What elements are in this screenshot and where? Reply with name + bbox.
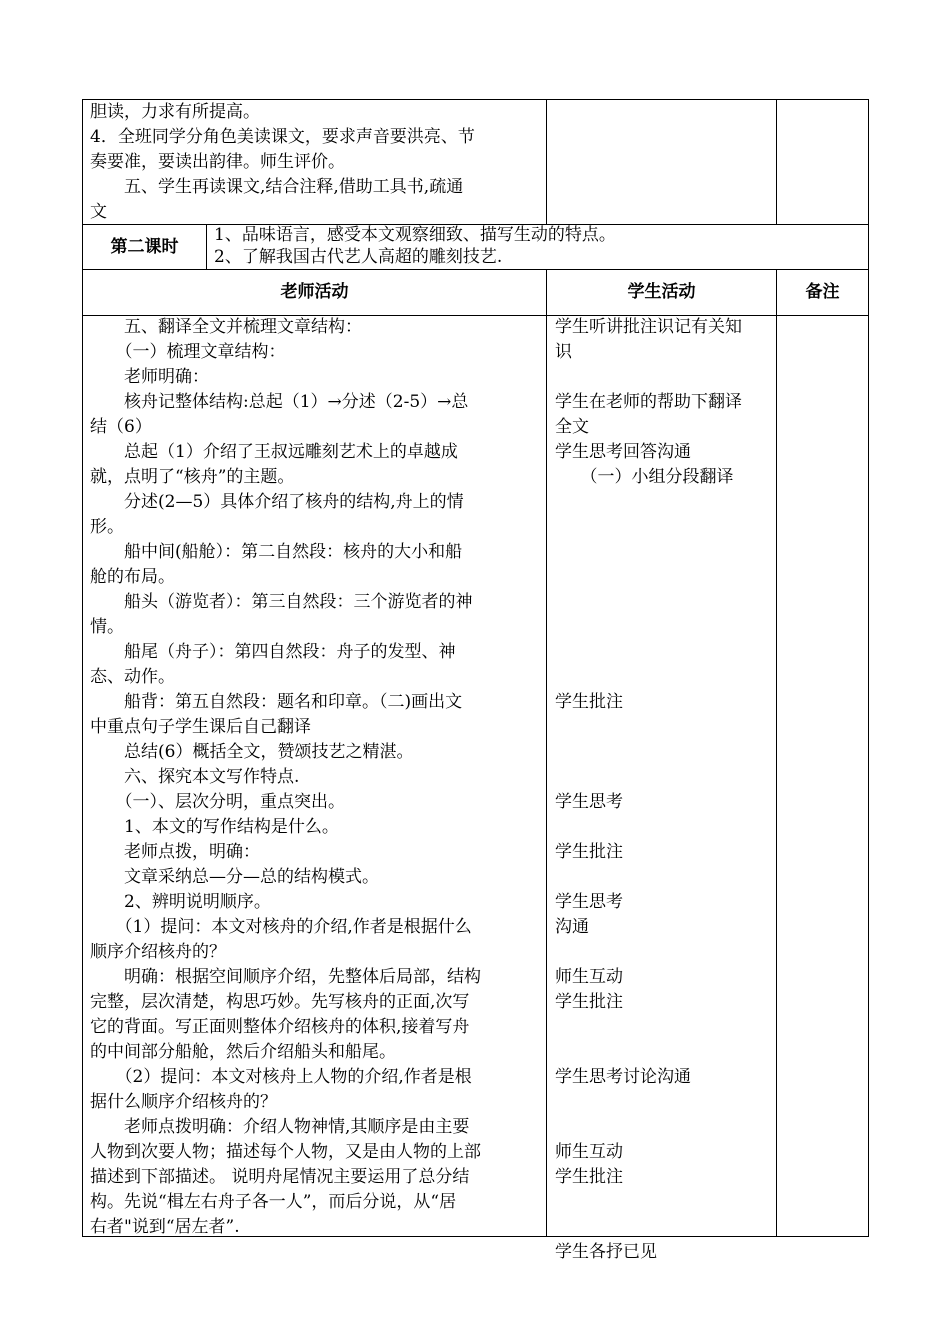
lesson-goal-2: 2、了解我国古代艺人高超的雕刻技艺. xyxy=(214,247,503,267)
text-line xyxy=(555,665,773,690)
text-line: 学生批注 xyxy=(555,992,623,1012)
text-line: 4．全班同学分角色美读课文，要求声音要洪亮、节 xyxy=(90,127,475,147)
text-line: （1）提问：本文对核舟的介绍,作者是根据什么 xyxy=(90,917,472,937)
text-line: 学生思考 xyxy=(555,792,623,812)
text-line: 结（6） xyxy=(90,417,152,437)
text-line: （2）提问：本文对核舟上人物的介绍,作者是根 xyxy=(90,1067,472,1087)
text-line xyxy=(555,590,773,615)
text-line: 的中间部分船舱，然后介绍船头和船尾。 xyxy=(90,1042,396,1062)
text-line: 老师点拨，明确： xyxy=(90,842,260,862)
header-notes: 备注 xyxy=(805,282,840,302)
text-line: 就，点明了“核舟”的主题。 xyxy=(90,467,295,487)
text-line: 核舟记整体结构:总起（1）→分述（2-5）→总 xyxy=(90,392,469,412)
text-line: 学生批注 xyxy=(555,842,623,862)
header-student-activity: 学生活动 xyxy=(627,282,696,302)
lesson-label: 第二课时 xyxy=(110,237,179,257)
text-line: （一）、层次分明，重点突出。 xyxy=(90,792,345,812)
student-activity-cell xyxy=(555,315,773,1265)
text-line xyxy=(555,1115,773,1140)
text-line xyxy=(555,365,773,390)
text-line: 完整，层次清楚，构思巧妙。先写核舟的正面,次写 xyxy=(90,992,470,1012)
text-line: 学生思考 xyxy=(555,892,623,912)
text-line xyxy=(555,1015,773,1040)
text-line: 总结(6）概括全文，赞颂技艺之精湛。 xyxy=(90,742,414,762)
text-line xyxy=(555,565,773,590)
text-line: 学生听讲批注识记有关知 xyxy=(555,317,742,337)
text-line: 船头（游览者）：第三自然段：三个游览者的神 xyxy=(90,592,473,612)
text-line: 文章采纳总—分—总的结构模式。 xyxy=(90,867,379,887)
text-line: 2、辨明说明顺序。 xyxy=(90,892,271,912)
text-line: （一）小组分段翻译 xyxy=(555,467,734,487)
text-line xyxy=(555,865,773,890)
text-line xyxy=(555,515,773,540)
text-line xyxy=(555,640,773,665)
row-divider-lesson-bottom xyxy=(82,269,869,270)
text-line: 老师明确： xyxy=(90,367,209,387)
text-line xyxy=(555,1090,773,1115)
col-divider-body-2 xyxy=(776,269,777,1237)
text-line: 学生批注 xyxy=(555,692,623,712)
text-line xyxy=(555,765,773,790)
text-line: 总起（1）介绍了王叔远雕刻艺术上的卓越成 xyxy=(90,442,458,462)
text-line xyxy=(555,490,773,515)
col-divider-lesson xyxy=(206,224,207,270)
text-line: 学生在老师的帮助下翻译 xyxy=(555,392,742,412)
text-line: 人物到次要人物；描述每个人物，又是由人物的上部 xyxy=(90,1142,481,1162)
text-line: 学生各抒已见 xyxy=(555,1242,657,1262)
text-line: 右者"说到“居左者”. xyxy=(90,1217,240,1237)
text-line: 顺序介绍核舟的？ xyxy=(90,942,226,962)
text-line xyxy=(555,715,773,740)
text-line: 中重点句子学生课后自己翻译 xyxy=(90,717,311,737)
text-line: 据什么顺序介绍核舟的？ xyxy=(90,1092,277,1112)
text-line: 学生思考回答沟通 xyxy=(555,442,691,462)
text-line: 船中间(船舱）：第二自然段：核舟的大小和船 xyxy=(90,542,463,562)
text-line: 描述到下部描述。 说明舟尾情况主要运用了总分结 xyxy=(90,1167,470,1187)
col-divider-body-1 xyxy=(546,269,547,1237)
col-divider-top-2 xyxy=(776,99,777,225)
text-line: 明确：根据空间顺序介绍，先整体后局部，结构 xyxy=(90,967,481,987)
text-line: 全文 xyxy=(555,417,589,437)
text-line: 学生思考讨论沟通 xyxy=(555,1067,691,1087)
col-divider-top-1 xyxy=(546,99,547,225)
text-line: 舱的布局。 xyxy=(90,567,175,587)
text-line xyxy=(555,540,773,565)
text-line: 学生批注 xyxy=(555,1167,623,1187)
text-line: 五、翻译全文并梳理文章结构： xyxy=(90,317,362,337)
text-line: 文 xyxy=(90,202,107,222)
text-line: 老师点拨明确：介绍人物神情,其顺序是由主要 xyxy=(90,1117,470,1137)
text-line: 师生互动 xyxy=(555,1142,623,1162)
lesson-goal-1: 1、品味语言，感受本文观察细致、描写生动的特点。 xyxy=(214,225,616,245)
text-line xyxy=(555,740,773,765)
text-line: 形。 xyxy=(90,517,124,537)
text-line: 沟通 xyxy=(555,917,589,937)
text-line: 六、探究本文写作特点. xyxy=(90,767,300,787)
text-line xyxy=(555,1215,773,1240)
text-line: 胆读，力求有所提高。 xyxy=(90,102,260,122)
header-teacher-activity: 老师活动 xyxy=(280,282,349,302)
text-line: 它的背面。写正面则整体介绍核舟的体积,接着写舟 xyxy=(90,1017,470,1037)
text-line: 奏要准，要读出韵律。师生评价。 xyxy=(90,152,345,172)
text-line: 1、本文的写作结构是什么。 xyxy=(90,817,339,837)
text-line: （一）梳理文章结构： xyxy=(90,342,286,362)
text-line: 船背：第五自然段：题名和印章。（二)画出文 xyxy=(90,692,463,712)
text-line: 分述(2—5）具体介绍了核舟的结构,舟上的情 xyxy=(90,492,464,512)
text-line: 态、动作。 xyxy=(90,667,175,687)
text-line xyxy=(555,815,773,840)
text-line xyxy=(555,1190,773,1215)
teacher-activity-cell xyxy=(90,315,542,1240)
text-line: 师生互动 xyxy=(555,967,623,987)
text-line xyxy=(555,615,773,640)
text-line: 构。先说“楫左右舟子各一人”，而后分说，从“居 xyxy=(90,1192,457,1212)
notes-cell xyxy=(780,316,866,1234)
text-line: 五、学生再读课文,结合注释,借助工具书,疏通 xyxy=(90,177,464,197)
text-line xyxy=(555,1040,773,1065)
text-line xyxy=(555,940,773,965)
text-line: 船尾（舟子）：第四自然段：舟子的发型、神 xyxy=(90,642,456,662)
top-teacher-cell xyxy=(90,100,542,225)
text-line: 识 xyxy=(555,342,572,362)
text-line: 情。 xyxy=(90,617,124,637)
